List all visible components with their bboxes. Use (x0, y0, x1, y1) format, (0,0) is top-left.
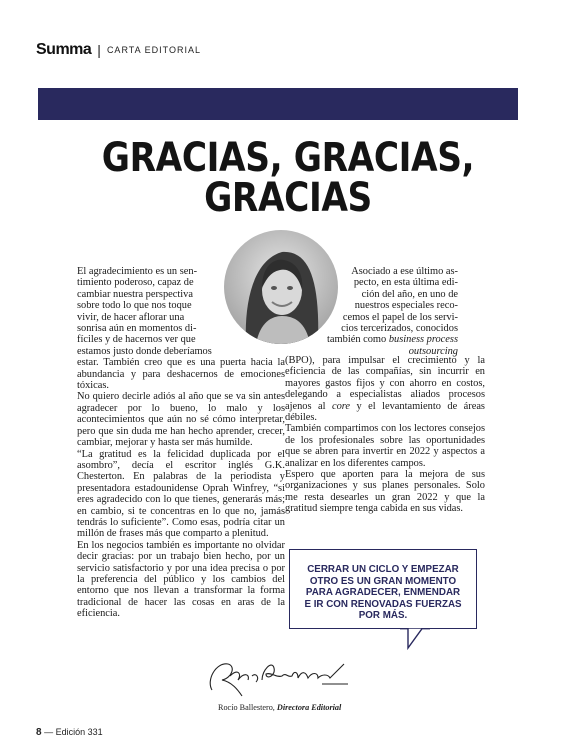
text-line (296, 334, 458, 357)
section-label: CARTA EDITORIAL (106, 45, 201, 55)
page-header (36, 40, 201, 60)
signature-role: Directora Editorial (276, 703, 342, 712)
left-paragraph-2: No quiero decirle adiós al año que se va sin antes agradecer por lo bueno, lo malo y los acontecimientos que aún no sé cómo interpretar, pero que sin duda me han hecho aprender, crecer, cambiar, mejorar y hasta ser más humilde. (77, 391, 285, 449)
signature-caption (218, 703, 341, 712)
signature-name: Rocío Ballestero, (218, 703, 275, 712)
text-line: ción del año, en uno de (361, 288, 458, 300)
bpo-term: business process outsourcing (388, 334, 458, 357)
left-column (77, 266, 285, 620)
brand-logo: Summa (36, 41, 92, 58)
text-run: (BPO), para impulsar el crecimiento y la eficiencia de las compañías, sin incurrir en mayores gastos fijos y con ahorro en costos, delegando a especialistas aliados procesos ajenos al (285, 355, 485, 412)
pull-quote-tail-icon (400, 628, 430, 650)
text-line: Asociado a ese último as- (351, 266, 458, 277)
text-line: cemos el papel de los servi- (342, 311, 458, 323)
right-paragraph-2: También compartimos con los lectores consejos de los profesionales sobre las oportunidades que se abren para invertir en 2022 y aspectos a analizar en los diferentes campos. (285, 423, 485, 469)
text-line: sobre todo lo que nos toque (77, 300, 192, 312)
right-column (285, 355, 485, 515)
edition-label: Edición 331 (55, 727, 103, 737)
text-line: cios tercerizados, conocidos (341, 323, 458, 335)
text-line: nuestros especiales reco- (354, 300, 458, 312)
signature-icon (202, 650, 352, 702)
text-line: fíciles y de hacernos ver que (77, 334, 196, 346)
headline-line-2: GRACIAS (204, 175, 372, 221)
right-paragraph-3: Espero que aporten para la mejora de sus organizaciones y sus planes personales. Solo me resta desearles un gran 2022 y que la gratitud siempre tenga cabida en sus vidas. (285, 469, 485, 515)
text-line: timiento poderoso, capaz de (77, 277, 194, 289)
right-paragraph-1 (285, 355, 485, 423)
headline (75, 135, 502, 221)
pull-quote: CERRAR UN CICLO Y EMPEZAR OTRO ES UN GRAN MOMENTO PARA AGRADECER, ENMENDAR E IR CON RENOVADAS FUERZAS POR MÁS. (289, 549, 477, 629)
text-line: pecto, en esta última edi- (353, 277, 458, 289)
left-paragraph-3: “La gratitud es la felicidad duplicada por el asombro”, decía el escritor inglés G.K. Chesterton. En palabras de la periodista y presentadora estadounidense Oprah Winfrey, “si eres agradecido con lo que tienes, generarás más; en cambio, si te concentras en lo que no, jamás tendrás lo suficiente”. Como esas, podría citar un millón de frases más que comparto a plenitud. (77, 448, 285, 540)
page-number: 8 (36, 727, 42, 738)
text-run: y el levantamiento de áreas débiles. (285, 400, 485, 424)
text-line: estamos justo donde deberíamos (77, 345, 212, 357)
left-paragraph-4: En los negocios también es importante no olvidar decir gracias: por un trabajo bien hecho, por un servicio satisfactorio y por una idea precisa o por la preferencia del público y los cambios del entorno que nos llevan a transformar la forma tradicional de hacer las cosas en aras de la eficiencia. (77, 539, 285, 620)
right-column-wrap (296, 266, 458, 357)
text-line: vivir, de hacer aflorar una (77, 311, 185, 323)
text-line: estar. También creo que es una puerta hacia la abundancia y para deshacernos de emociones tóxicas. (77, 357, 285, 392)
text-line: El agradecimiento es un sen- (77, 266, 198, 277)
text-line: cambiar nuestra perspectiva (77, 288, 193, 300)
core-term: core (331, 400, 351, 412)
page-footer (36, 727, 103, 738)
header-color-band (38, 88, 518, 120)
footer-dash: — (44, 727, 54, 737)
header-separator: | (97, 42, 101, 58)
headline-line-1: GRACIAS, GRACIAS, (101, 135, 475, 181)
text-line-start: también como (327, 334, 387, 346)
text-line: sonrisa aún en momentos di- (77, 323, 197, 335)
left-paragraph-1 (77, 266, 285, 391)
